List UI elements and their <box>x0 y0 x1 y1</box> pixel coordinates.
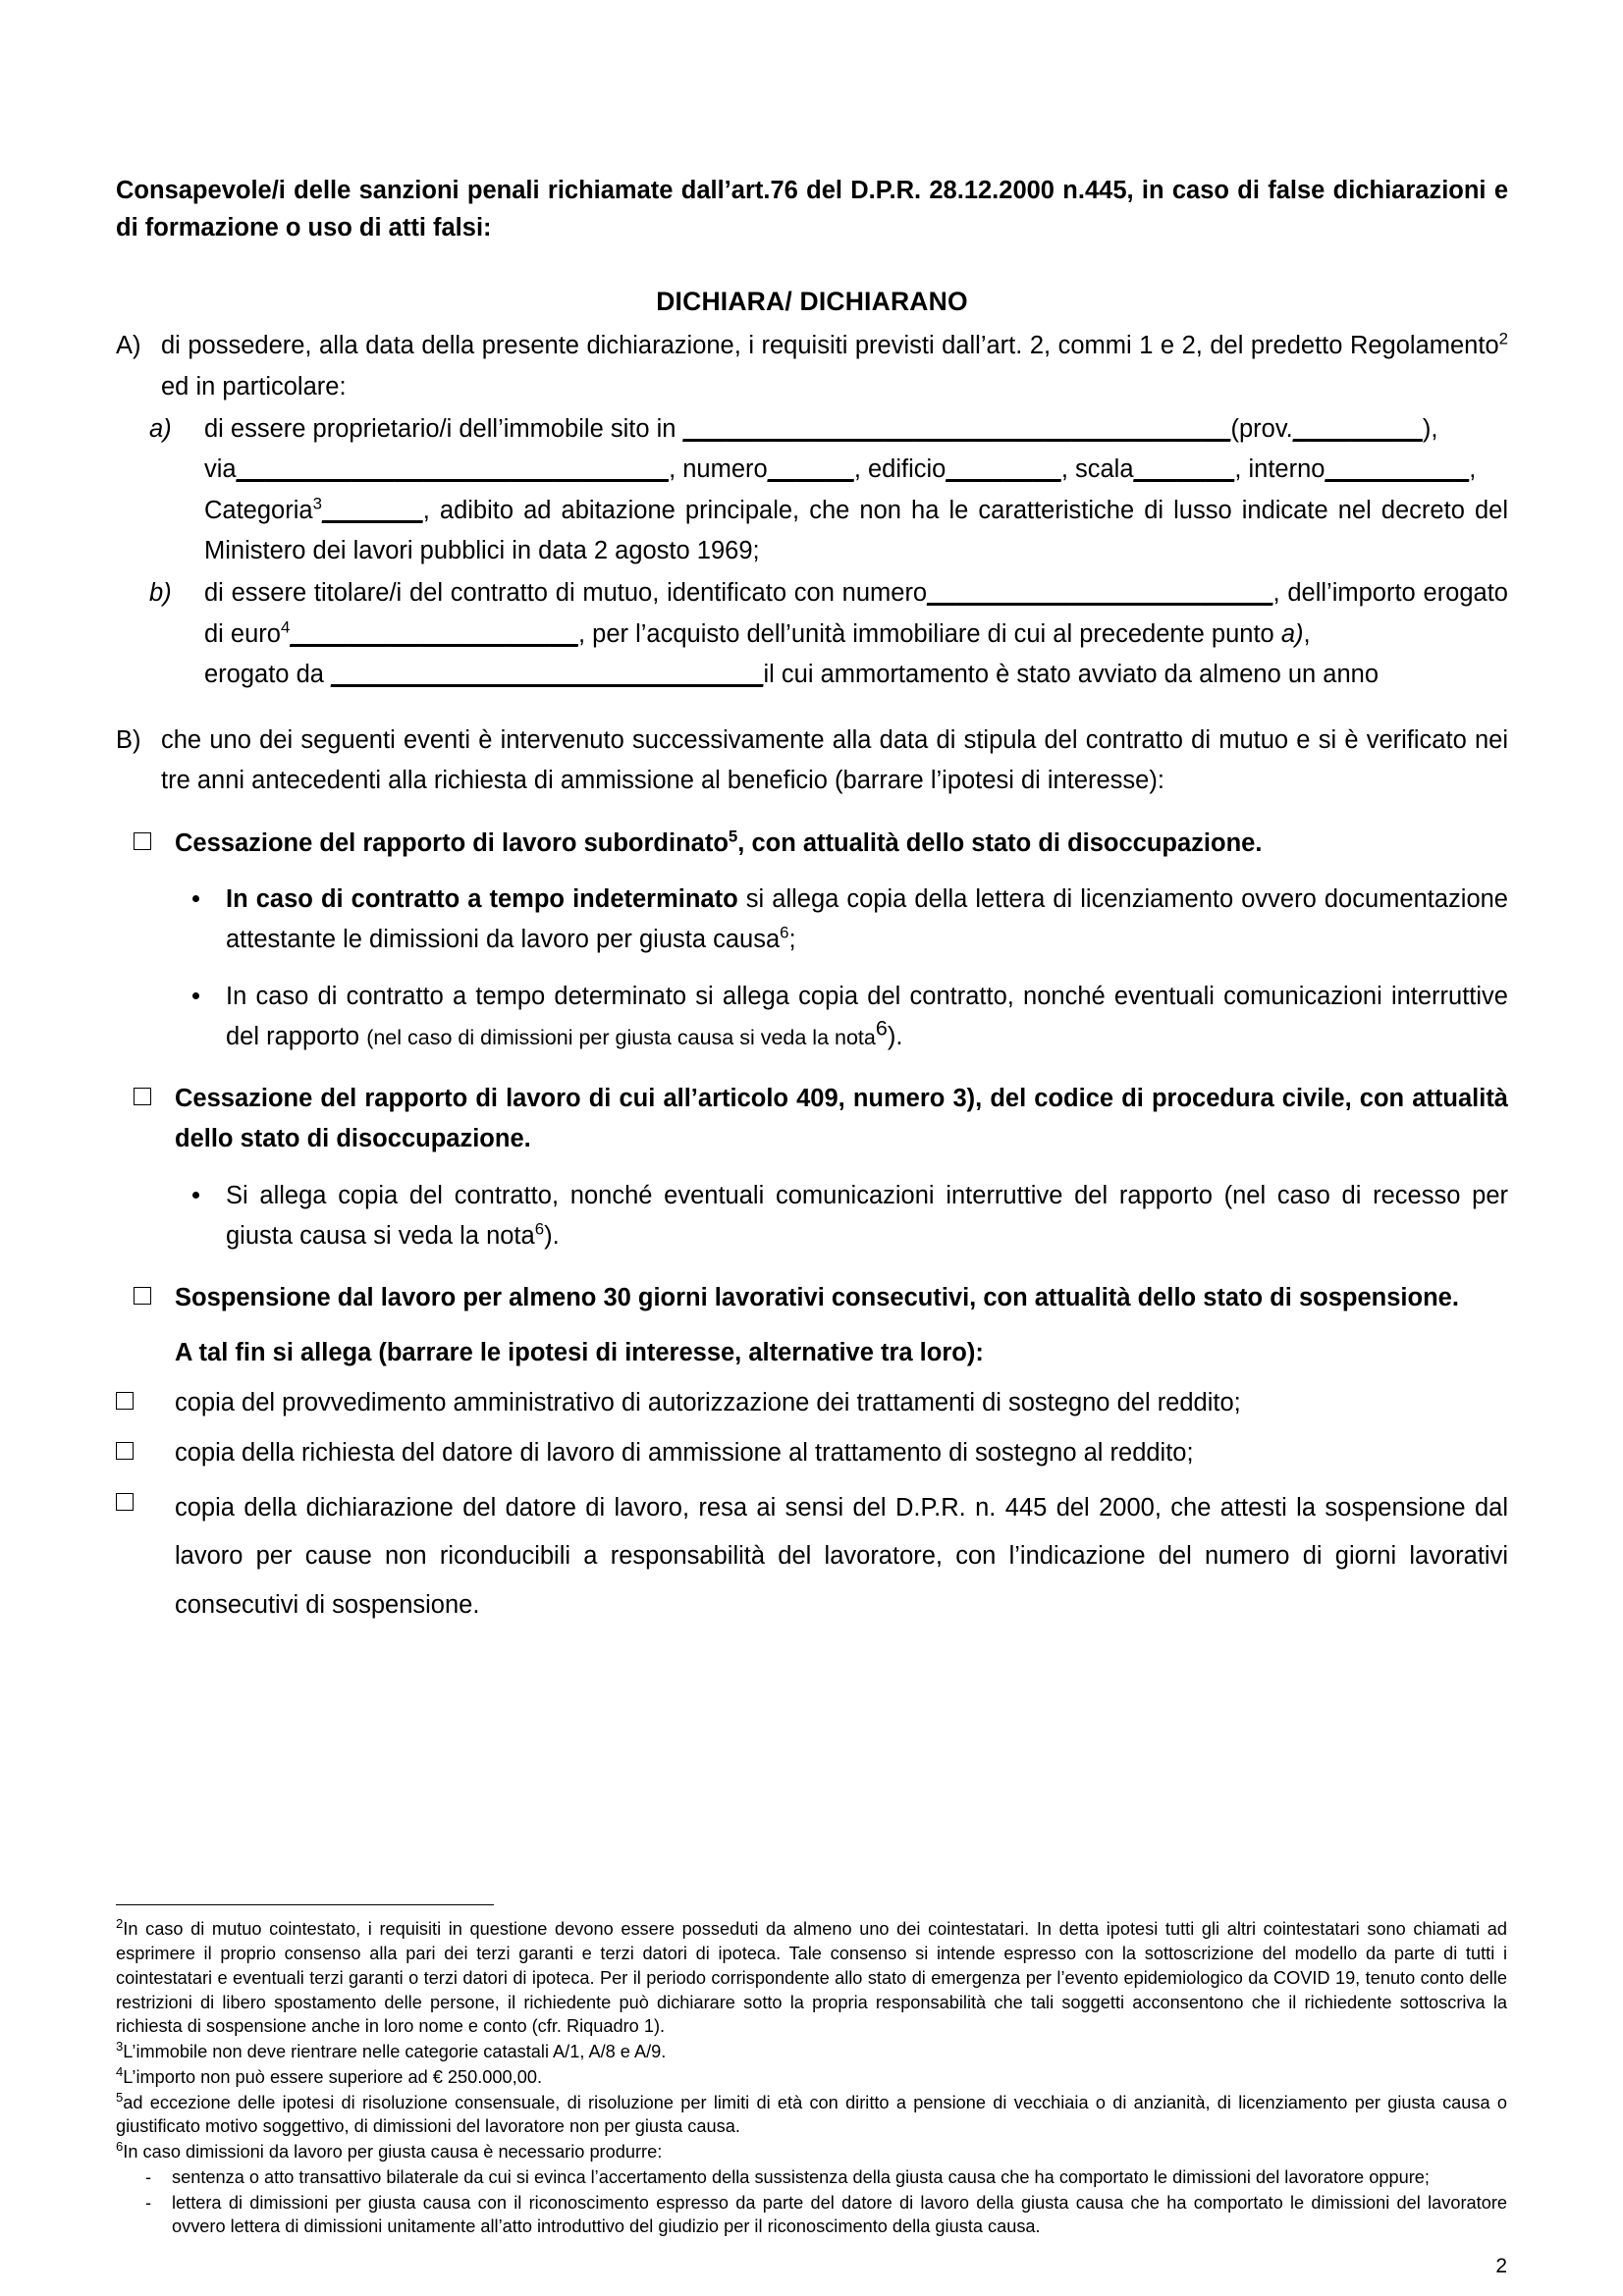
footnotes-section <box>116 1904 1507 2239</box>
footnote-6-marker: 6 <box>116 2138 124 2154</box>
bullet-3-tail: ). <box>544 1222 560 1251</box>
page-number: 2 <box>1495 2255 1507 2277</box>
blank-scala[interactable]: _______ <box>1133 455 1235 484</box>
bullet-si-allega-copia <box>116 1176 1508 1257</box>
section-a-content <box>161 326 1508 407</box>
attach-item-3-label: copia della dichiarazione del datore di lavoro, resa ai sensi del D.P.R. n. 445 del 2000, che attesti la sospensione dal lavoro per cause non riconducibili a responsabilità del lavoratore, con l’indicazione del numero di giorni lavorativi consecutivi di sospensione. <box>175 1493 1508 1619</box>
item-a-line-2 <box>204 450 1508 490</box>
footnote-separator-rule <box>116 1904 494 1905</box>
checkbox-label-1 <box>175 824 1508 864</box>
blank-indirizzo[interactable]: ______________________________________ <box>682 415 1231 444</box>
item-b-line-2 <box>204 655 1508 695</box>
bullet-icon <box>192 895 199 902</box>
checkbox-icon[interactable] <box>116 1392 134 1410</box>
bullet-marker <box>116 1176 226 1216</box>
footnote-4 <box>116 2065 1507 2090</box>
intro-colon: : <box>483 214 492 242</box>
blank-categoria[interactable]: _______ <box>321 496 423 524</box>
section-b <box>116 721 1508 802</box>
footnote-3-text: L’immobile non deve rientrare nelle categorie catastali A/1, A/8 e A/9. <box>123 2042 667 2061</box>
dash-marker: - <box>145 2192 152 2213</box>
section-a-line1: di possedere, alla data della presente dichiarazione, i requisiti previsti dall’art. 2, commi 1 e 2, del predetto Regolamento <box>161 332 1499 360</box>
bullet-2-small: (nel caso di dimissioni per giusta causa si veda la nota <box>366 1025 876 1049</box>
footnote-2-text: In caso di mutuo cointestato, i requisiti in questione devono essere posseduti da almeno uno dei cointestatari. In detta ipotesi tutti gli altri cointestatari sono chiamati ad esprimere il proprio consenso alla pari dei terzi garanti e terzi datori di ipoteca. Tale consenso si intende espresso con la sottoscrizione del modello da parte di tutti i cointestatari e eventuali terzi garanti o terzi datori di ipoteca. Per il periodo corrispondente allo stato di emergenza per l’evento epidemiologico da COVID 19, tenuto conto delle restrizioni di libero spostamento delle persone, il richiedente può dichiarare sotto la propria responsabilità che tali soggetti acconsentono che il richiedente sottoscriva la richiesta di sospensione anche in loro nome e conto (cfr. Riquadro 1). <box>116 1919 1507 2037</box>
footnote-6 <box>116 2140 1507 2164</box>
footnote-4-marker: 4 <box>116 2063 124 2079</box>
bullet-1-tail: ; <box>788 926 796 954</box>
checkbox-marker[interactable] <box>116 1079 175 1119</box>
checkbox-icon[interactable] <box>134 1088 151 1105</box>
attach-item-1-label: copia del provvedimento amministrativo di autorizzazione dei trattamenti di sostegno del reddito; <box>175 1388 1241 1416</box>
section-a-item-a <box>116 409 1508 571</box>
item-b-seg1: di essere titolare/i del contratto di mutuo, identificato con numero <box>204 579 928 608</box>
footnote-ref-6a: 6 <box>780 923 789 942</box>
item-b-seg4: , <box>1303 619 1311 648</box>
dash-marker: - <box>145 2166 152 2187</box>
item-a-seg10: Categoria <box>204 496 313 524</box>
checkbox-item-sospensione[interactable] <box>116 1278 1508 1318</box>
intro-text: Consapevole/i delle sanzioni penali richiamate dall’art.76 del D.P.R. 28.12.2000 n.445, in caso di false dichiarazioni e di formazione o uso di atti falsi <box>116 177 1508 242</box>
bullet-2-tail: ). <box>887 1022 903 1050</box>
item-a-seg9: , <box>1469 455 1477 484</box>
item-a-seg3: ), <box>1422 415 1438 444</box>
footnote-5-marker: 5 <box>116 2089 124 2105</box>
bullet-3-text <box>226 1176 1508 1257</box>
consapevole-intro-paragraph <box>116 172 1508 247</box>
blank-numero-mutuo[interactable]: ________________________ <box>927 579 1273 608</box>
footnote-6-sub-2 <box>116 2191 1507 2240</box>
footnote-3-marker: 3 <box>116 2038 124 2054</box>
blank-interno[interactable]: __________ <box>1325 455 1470 484</box>
bullet-tempo-indeterminato <box>116 880 1508 961</box>
blank-provincia[interactable]: _________ <box>1292 415 1423 444</box>
footnote-6-sub-1 <box>116 2165 1507 2190</box>
footnote-3 <box>116 2040 1507 2064</box>
blank-numero[interactable]: ______ <box>767 455 854 484</box>
checkbox-item-cessazione-subordinato[interactable] <box>116 824 1508 864</box>
item-a-seg2: (prov. <box>1230 415 1293 444</box>
item-a-seg1: di essere proprietario/i dell’immobile sito in <box>204 415 683 444</box>
footnote-ref-6b: 6 <box>875 1016 888 1041</box>
checkbox-icon[interactable] <box>116 1442 134 1460</box>
checkbox-label-3: Sospensione dal lavoro per almeno 30 giorni lavorativi consecutivi, con attualità dello stato di sospensione. <box>175 1284 1459 1312</box>
item-b-seg3-italic: a) <box>1280 619 1304 648</box>
footnote-ref-2: 2 <box>1498 329 1508 348</box>
dichiara-heading: DICHIARA/ DICHIARANO <box>656 286 968 316</box>
bullet-1-rest: si allega copia della lettera di licenziamento ovvero documentazione attestante le dimissioni da lavoro per giusta causa <box>226 884 1508 954</box>
blank-erogato-da[interactable]: ______________________________ <box>331 660 764 688</box>
item-b-seg3: , per l’acquisto dell’unità immobiliare di cui al precedente punto <box>577 619 1281 648</box>
item-a-content <box>204 409 1508 571</box>
checkbox-icon[interactable] <box>134 832 151 850</box>
item-a-marker: a) <box>149 415 172 444</box>
footnote-2 <box>116 1917 1507 2039</box>
item-b-marker: b) <box>149 579 172 608</box>
bullet-3-rest: Si allega copia del contratto, nonché eventuali comunicazioni interruttive del rapporto (nel caso di recesso per giusta causa si veda la nota <box>226 1181 1508 1251</box>
attach-item-1[interactable] <box>116 1383 1508 1423</box>
item-b-seg2: , dell’importo erogato di euro <box>204 579 1508 648</box>
checkbox-item-cessazione-409[interactable] <box>116 1079 1508 1160</box>
attach-heading-row <box>116 1333 1508 1373</box>
checkbox-1-pre: Cessazione del rapporto di lavoro subordinato <box>175 828 729 857</box>
checkbox-marker[interactable] <box>116 1278 175 1318</box>
section-a-item-b <box>116 573 1508 695</box>
footnote-5 <box>116 2091 1507 2140</box>
checkbox-icon[interactable] <box>116 1493 134 1511</box>
footnote-5-text: ad eccezione delle ipotesi di risoluzione consensuale, di risoluzione per limiti di età con diritto a pensione di vecchiaia o di anzianità, di licenziamento per giusta causa o giustificato motivo soggettivo, di dimissioni del lavoratore non per giusta causa. <box>116 2092 1507 2137</box>
attach-item-2-label: copia della richiesta del datore di lavoro di ammissione al trattamento di sostegno al reddito; <box>175 1439 1194 1468</box>
bullet-marker <box>116 880 226 920</box>
item-a-seg11: , adibito ad abitazione principale, che non ha le caratteristiche di lusso indicate nel decreto del Ministero dei lavori pubblici in data 2 agosto 1969; <box>204 496 1508 564</box>
bullet-2-rest: In caso di contratto a tempo determinato si allega copia del contratto, nonché eventuali comunicazioni interruttive del rapporto <box>226 982 1508 1050</box>
item-a-seg8: , interno <box>1234 455 1325 484</box>
section-a <box>116 326 1508 407</box>
attach-item-3[interactable] <box>116 1484 1508 1630</box>
section-b-marker: B) <box>116 726 141 755</box>
bullet-tempo-determinato <box>116 977 1508 1058</box>
footnote-ref-5: 5 <box>728 827 738 846</box>
checkbox-marker[interactable] <box>116 824 175 864</box>
item-a-seg7: , scala <box>1060 455 1134 484</box>
footnote-ref-4: 4 <box>280 617 291 636</box>
attach-item-2[interactable] <box>116 1433 1508 1473</box>
footnote-4-text: L’importo non può essere superiore ad € 250.000,00. <box>123 2066 542 2087</box>
section-a-marker: A) <box>116 332 141 360</box>
checkbox-marker[interactable] <box>116 1383 175 1423</box>
bullet-1-bold: In caso di contratto a tempo indeterminato <box>226 884 738 913</box>
item-b-content <box>204 573 1508 695</box>
item-a-seg4: via <box>204 455 237 484</box>
footnote-6-text: In caso dimissioni da lavoro per giusta causa è necessario produrre: <box>123 2142 663 2162</box>
item-a-seg6: , edificio <box>853 455 947 484</box>
blank-importo-euro[interactable]: ____________________ <box>290 619 578 648</box>
item-b-seg5: erogato da <box>204 660 332 688</box>
document-body <box>116 172 1508 1630</box>
bullet-icon <box>192 1192 199 1199</box>
item-a-seg5: , numero <box>669 455 768 484</box>
blank-edificio[interactable]: ________ <box>946 455 1061 484</box>
checkbox-marker[interactable] <box>116 1433 175 1473</box>
footnote-6-sub-2-text: lettera di dimissioni per giusta causa con il riconoscimento espresso da parte del datore di lavoro della giusta causa che ha comportato le dimissioni del lavoratore ovvero lettera di dimissioni unitamente all’atto introduttivo del giudizio per il riconoscimento della giusta causa. <box>172 2192 1507 2237</box>
attach-heading: A tal fin si allega (barrare le ipotesi di interesse, alternative tra loro): <box>175 1338 984 1366</box>
bullet-2-text <box>226 977 1508 1058</box>
footnote-6-sub-1-text: sentenza o atto transattivo bilaterale da cui si evinca l’accertamento della sussistenza della giusta causa che ha comportato le dimissioni del lavoratore oppure; <box>172 2166 1430 2187</box>
checkbox-label-2: Cessazione del rapporto di lavoro di cui all’articolo 409, numero 3), del codice di procedura civile, con attualità dello stato di disoccupazione. <box>175 1085 1508 1153</box>
item-b-seg6: il cui ammortamento è stato avviato da almeno un anno <box>763 660 1380 688</box>
checkbox-icon[interactable] <box>134 1287 151 1305</box>
footnote-ref-6c: 6 <box>534 1219 545 1239</box>
section-b-intro: che uno dei seguenti eventi è intervenuto successivamente alla data di stipula del contratto di mutuo e si è verificato nei tre anni antecedenti alla richiesta di ammissione al beneficio (barrare l’ipotesi di interesse): <box>161 726 1508 795</box>
footnote-2-marker: 2 <box>116 1916 124 1932</box>
item-b-line-1 <box>204 573 1508 655</box>
section-a-line1-tail: ed in particolare: <box>161 372 347 400</box>
footnote-ref-3: 3 <box>312 494 322 513</box>
bullet-1-text <box>226 880 1508 961</box>
checkbox-marker[interactable] <box>116 1484 175 1524</box>
bullet-marker <box>116 977 226 1017</box>
checkbox-1-post: , con attualità dello stato di disoccupazione. <box>737 828 1263 857</box>
bullet-icon <box>192 992 199 999</box>
item-a-line-1 <box>204 409 1508 450</box>
item-a-line-3 <box>204 491 1508 572</box>
blank-via[interactable]: ______________________________ <box>236 455 670 484</box>
